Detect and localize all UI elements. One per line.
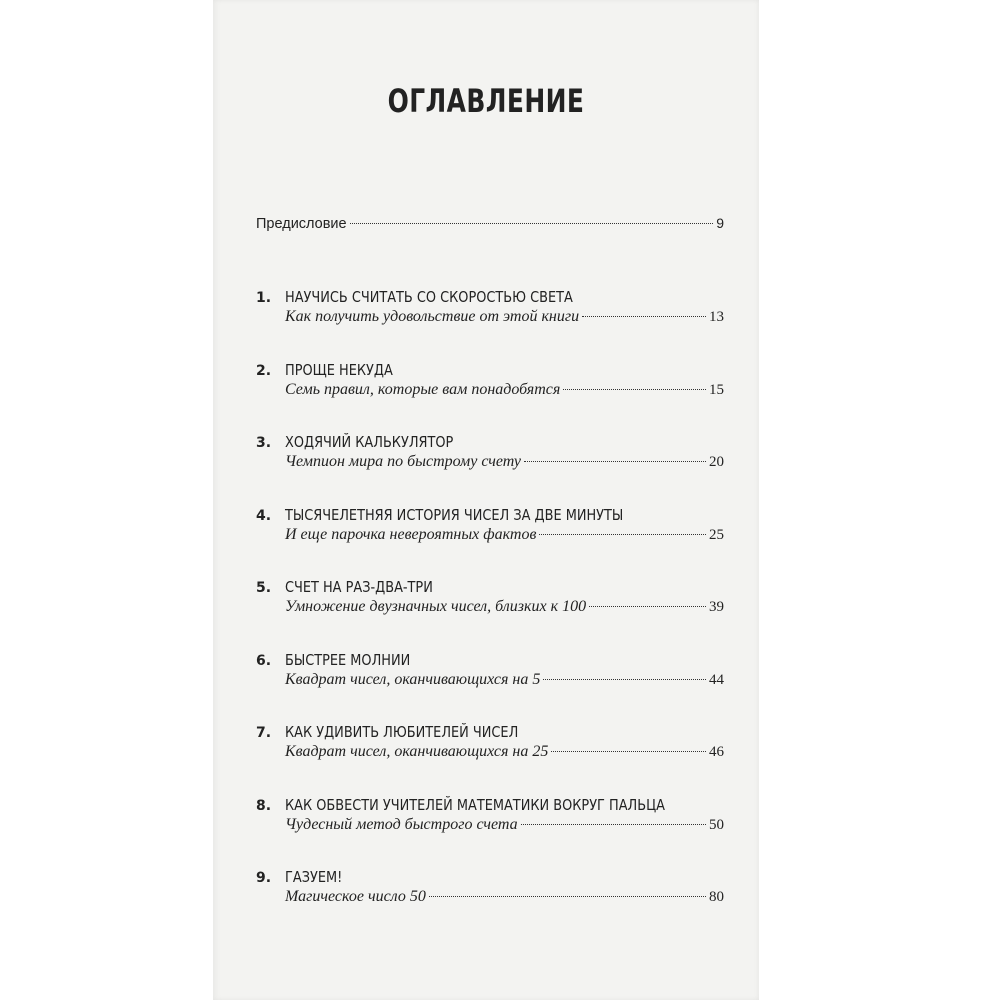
dot-leader: [589, 606, 706, 607]
chapter-subtitle: Семь правил, которые вам понадобятся: [285, 380, 561, 398]
chapter-subtitle-line: [285, 381, 724, 399]
dot-leader: [429, 896, 706, 897]
chapter-title: ТЫСЯЧЕЛЕТНЯЯ ИСТОРИЯ ЧИСЕЛ ЗА ДВЕ МИНУТЫ: [285, 505, 624, 524]
preface-page-number: 9: [716, 215, 724, 231]
chapter-page-number: 13: [709, 309, 724, 325]
chapter-page-number: 50: [709, 816, 724, 833]
chapter-subtitle-line: [285, 888, 724, 906]
chapter-subtitle: И еще парочка невероятных фактов: [285, 525, 537, 543]
chapter-number: 4.: [256, 507, 272, 524]
dot-leader: [582, 316, 706, 317]
chapter-title: КАК ОБВЕСТИ УЧИТЕЛЕЙ МАТЕМАТИКИ ВОКРУГ ПАЛЬЦА: [285, 795, 665, 814]
chapter-number: 9.: [256, 870, 272, 886]
dot-leader: [543, 679, 706, 680]
chapter-number: 6.: [256, 652, 272, 669]
chapter-subtitle-line: [285, 671, 724, 689]
chapter-subtitle: Чудесный метод быстрого счета: [285, 815, 518, 833]
chapter-number: 8.: [256, 797, 272, 814]
dot-leader: [563, 389, 706, 390]
chapter-page-number: 25: [709, 526, 724, 543]
toc-entry-preface: [256, 215, 724, 232]
chapter-subtitle-line: [285, 598, 724, 616]
dot-leader: [350, 223, 714, 224]
chapter-subtitle: Квадрат чисел, оканчивающихся на 5: [285, 670, 541, 688]
chapter-title: ГАЗУЕМ!: [285, 868, 343, 886]
chapter-title: КАК УДИВИТЬ ЛЮБИТЕЛЕЙ ЧИСЕЛ: [285, 723, 519, 741]
chapter-title: СЧЕТ НА РАЗ-ДВА-ТРИ: [285, 578, 433, 596]
chapter-title: БЫСТРЕЕ МОЛНИИ: [285, 650, 411, 669]
dot-leader: [539, 534, 706, 535]
book-page: [213, 0, 759, 1000]
chapter-page-number: 44: [709, 671, 724, 688]
dot-leader: [524, 461, 706, 462]
preface-label: Предисловие: [256, 216, 347, 232]
chapter-subtitle: Как получить удовольствие от этой книги: [285, 308, 580, 325]
chapter-subtitle-line: [285, 308, 724, 326]
chapter-subtitle: Чемпион мира по быстрому счету: [285, 453, 521, 470]
chapter-subtitle-line: [285, 453, 724, 471]
chapter-title: ХОДЯЧИЙ КАЛЬКУЛЯТОР: [285, 433, 454, 451]
chapter-number: 3.: [256, 435, 272, 451]
chapter-title: НАУЧИСЬ СЧИТАТЬ СО СКОРОСТЬЮ СВЕТА: [285, 288, 573, 306]
chapter-number: 1.: [256, 290, 272, 306]
chapter-subtitle-line: [285, 816, 724, 834]
chapter-page-number: 46: [709, 744, 724, 760]
chapter-page-number: 20: [709, 454, 724, 470]
chapter-page-number: 39: [709, 599, 724, 615]
dot-leader: [521, 824, 706, 825]
chapter-subtitle: Магическое число 50: [285, 888, 426, 905]
chapter-number: 2.: [256, 362, 272, 379]
chapter-subtitle-line: [285, 526, 724, 544]
chapter-page-number: 80: [709, 889, 724, 905]
chapter-page-number: 15: [709, 381, 724, 398]
chapter-title: ПРОЩЕ НЕКУДА: [285, 360, 393, 379]
dot-leader: [551, 751, 706, 752]
chapter-subtitle: Умножение двузначных чисел, близких к 100: [285, 598, 587, 615]
toc-title: ОГЛАВЛЕНИЕ: [387, 82, 585, 120]
chapter-number: 5.: [256, 580, 272, 596]
chapter-number: 7.: [256, 725, 272, 741]
chapter-subtitle: Квадрат чисел, оканчивающихся на 25: [285, 743, 549, 760]
chapter-subtitle-line: [285, 743, 724, 761]
